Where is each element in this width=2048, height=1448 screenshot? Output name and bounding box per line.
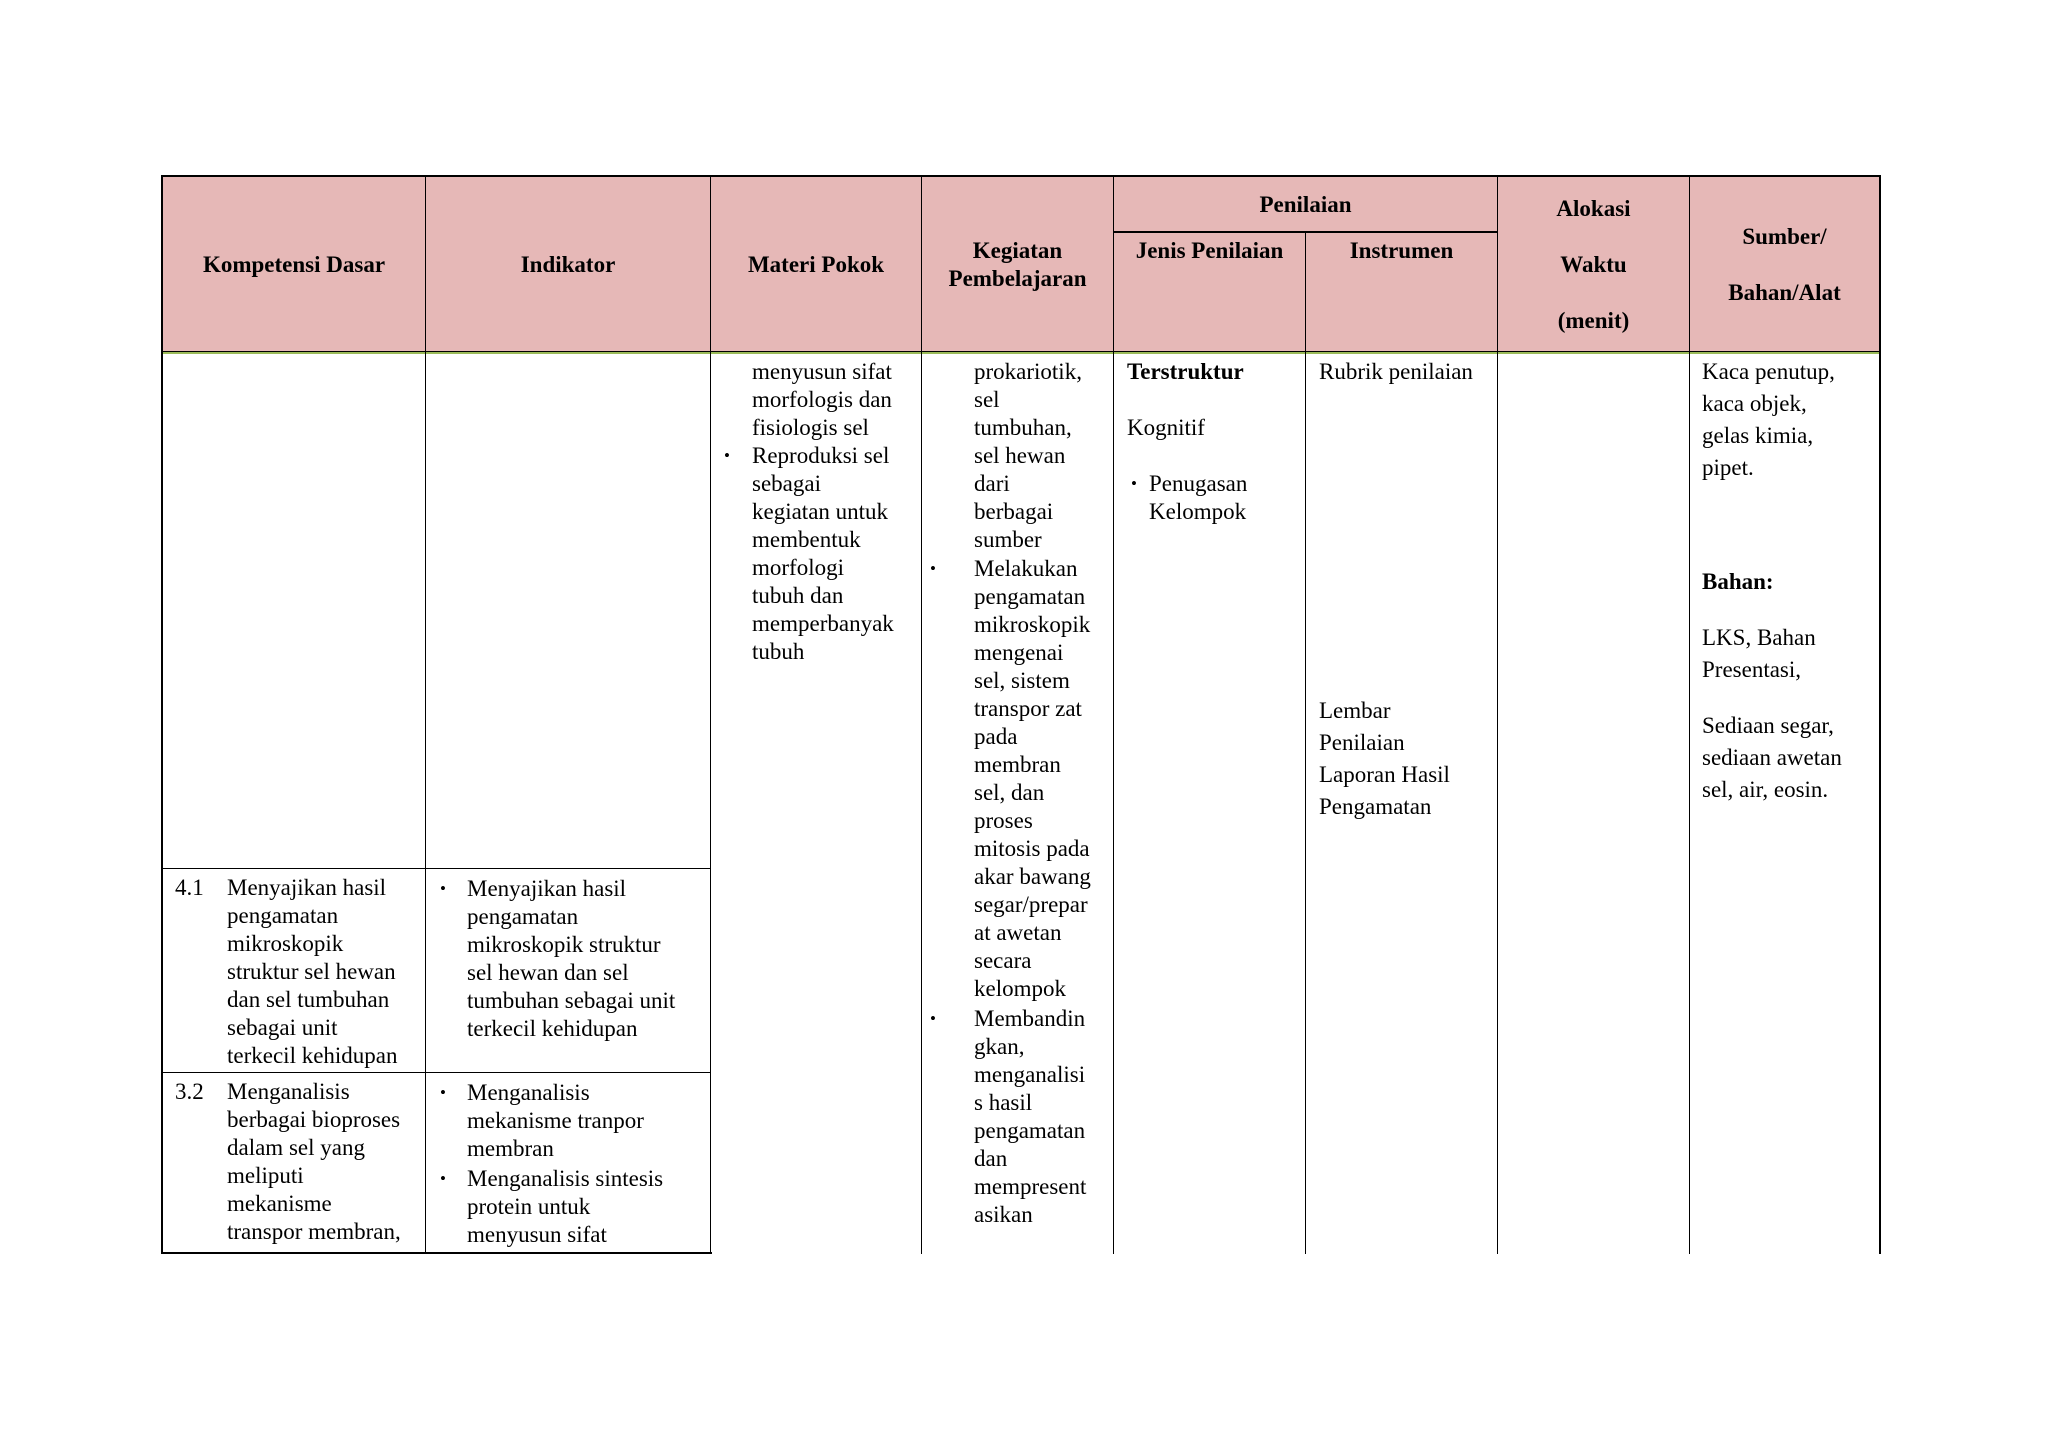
header-bottom-border [161, 351, 1881, 352]
indikator-4-1-text: Menyajikan hasil pengamatan mikroskopik struktur sel hewan dan sel tumbuhan sebagai unit terkecil kehidupan [467, 876, 676, 1041]
kd-4-1-text: Menyajikan hasil pengamatan mikroskopik struktur sel hewan dan sel tumbuhan sebagai unit terkecil kehidupan [227, 875, 398, 1068]
header-kegiatan-line1: Kegiatan [972, 238, 1063, 263]
kd-4-1-number: 4.1 [175, 875, 204, 900]
table-left-border [161, 175, 163, 1254]
header-penilaian: Penilaian [1259, 192, 1352, 217]
jenis-terstruktur: Terstruktur [1127, 359, 1244, 384]
kd-3-2-text: Menganalisis berbagai bioproses dalam sel yang meliputi mekanisme transpor membran, [227, 1079, 401, 1244]
bullet-icon: • [1131, 474, 1137, 493]
table-right-border [1879, 175, 1881, 1254]
header-jenis-penilaian: Jenis Penilaian [1135, 238, 1284, 263]
bullet-icon: • [930, 559, 936, 578]
header-sumber-bahan-alat [1690, 209, 1879, 321]
bullet-icon: • [440, 879, 446, 898]
header-sumber-line1: Sumber/ [1742, 224, 1827, 249]
table-top-border [161, 175, 1881, 177]
header-alokasi-line2: Waktu [1560, 252, 1627, 277]
bullet-icon: • [440, 1083, 446, 1102]
kegiatan-melakukan-pengamatan: Melakukan pengamatan mikroskopik mengenai sel, sistem transpor zat pada membran sel, dan proses mitosis pada akar bawang segar/prepar at awetan secara kelompok [974, 556, 1091, 1001]
instrumen-lembar-penilaian: Lembar Penilaian Laporan Hasil Pengamatan [1319, 698, 1450, 819]
kd-3-2-number: 3.2 [175, 1079, 204, 1104]
bullet-icon: • [440, 1169, 446, 1188]
sumber-bahan-label: Bahan: [1702, 569, 1774, 594]
indikator-3-2-item-1: Menganalisis mekanisme tranpor membran [467, 1080, 644, 1161]
header-instrumen: Instrumen [1349, 238, 1454, 263]
header-bottom-accent [162, 352, 1880, 354]
header-sumber-line2: Bahan/Alat [1728, 280, 1841, 305]
jenis-kognitif: Kognitif [1127, 415, 1205, 440]
header-indikator: Indikator [520, 252, 616, 277]
header-kegiatan-line2: Pembelajaran [948, 266, 1087, 291]
col-divider-1 [425, 175, 426, 1254]
materi-reproduksi-sel: Reproduksi sel sebagai kegiatan untuk membentuk morfologi tubuh dan memperbanyak tubuh [752, 443, 894, 664]
header-alokasi-line1: Alokasi [1556, 196, 1631, 221]
materi-continuation: menyusun sifat morfologis dan fisiologis sel [752, 359, 892, 440]
header-materi-pokok: Materi Pokok [747, 252, 885, 277]
bullet-icon: • [930, 1009, 936, 1028]
row-divider-kd41 [161, 868, 711, 869]
header-kegiatan-pembelajaran [922, 237, 1113, 293]
sumber-lks: LKS, Bahan Presentasi, [1702, 625, 1816, 682]
row-divider-kd32 [161, 1072, 711, 1073]
sumber-alat-list: Kaca penutup, kaca objek, gelas kimia, pipet. [1702, 359, 1835, 480]
col-divider-5 [1305, 231, 1306, 1254]
sumber-sediaan: Sediaan segar, sediaan awetan sel, air, eosin. [1702, 713, 1842, 802]
col-divider-4 [1113, 175, 1114, 1254]
col-divider-3 [921, 175, 922, 1254]
header-alokasi-line3: (menit) [1557, 308, 1630, 333]
col-divider-2 [710, 175, 711, 1254]
table-bottom-border-left [161, 1252, 712, 1254]
header-alokasi-waktu [1498, 181, 1689, 349]
jenis-penugasan-kelompok: Penugasan Kelompok [1149, 471, 1248, 524]
indikator-3-2-item-2: Menganalisis sintesis protein untuk menyusun sifat [467, 1166, 664, 1247]
kegiatan-continuation: prokariotik, sel tumbuhan, sel hewan dari berbagai sumber [974, 359, 1082, 552]
instrumen-rubrik-penilaian: Rubrik penilaian [1319, 359, 1473, 384]
bullet-icon: • [724, 446, 730, 465]
col-divider-7 [1689, 175, 1690, 1254]
header-kompetensi-dasar: Kompetensi Dasar [202, 252, 386, 277]
kegiatan-membandingkan: Membandin gkan, menganalisi s hasil pengamatan dan mempresent asikan [974, 1006, 1087, 1227]
